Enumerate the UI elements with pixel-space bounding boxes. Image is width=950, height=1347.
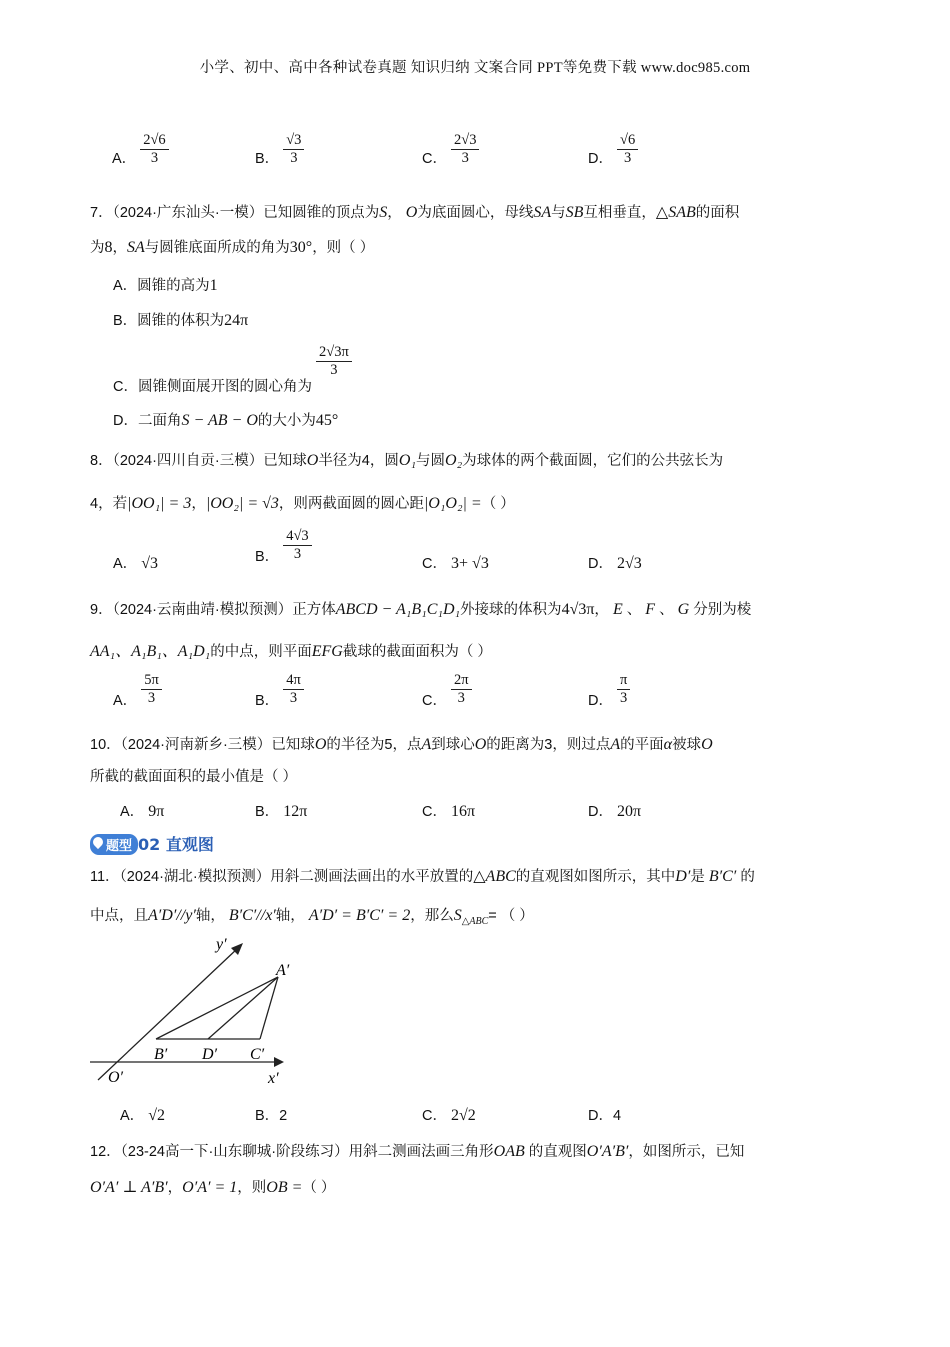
q12-line-2: O′A′ ⊥ A′B′，O′A′ = 1，则OB =（ ） — [90, 1179, 336, 1196]
segment-c-a — [260, 977, 278, 1039]
q8-b-fraction: $\frac{4√3}{3}$ — [283, 528, 311, 563]
q11-option-b[interactable]: B．2 — [255, 1108, 288, 1124]
q8-source: （2024·四川自贡·三模） — [112, 453, 264, 469]
q11-option-d[interactable]: D．4 — [588, 1108, 622, 1124]
q9-option-a[interactable]: A． $\frac{5\pi}{3}$ — [113, 672, 162, 707]
label-a: A′ — [276, 962, 290, 979]
q7-option-b[interactable]: B．圆锥的体积为24π — [113, 312, 249, 329]
label-b: B′ — [154, 1046, 168, 1063]
page-header: 小学、初中、高中各种试卷真题 知识归纳 文案合同 PPT等免费下载 www.doc985.com — [199, 60, 751, 76]
q6-b-fraction: $\frac{√3}{3}$ — [283, 132, 304, 167]
q11-option-a[interactable]: A． √2 — [120, 1107, 165, 1124]
q10-source: （2024·河南新乡·三模） — [120, 737, 272, 753]
section-header — [90, 832, 214, 855]
q11-line-2: 中点，且A′D′//y′轴， B′C′//x′轴， A′D′ = B′C′ = 2，那么$S_{\triangle ABC}=$ （ ） — [90, 907, 534, 927]
q8-option-a[interactable]: A． √3 — [113, 555, 158, 572]
q6-option-b[interactable]: B． $\frac{√3}{3}$ — [255, 132, 304, 167]
q10-option-a[interactable]: A． 9π — [120, 803, 165, 820]
q7-option-c[interactable]: C．圆锥侧面展开图的圆心角为 $\frac{2√3\pi}{3}$ — [113, 344, 352, 379]
section-title: 02 直观图 — [138, 835, 214, 854]
q7-option-d[interactable]: D．二面角S − AB − O的大小为45° — [113, 412, 339, 429]
label-x: x′ — [268, 1070, 279, 1087]
q7-c-fraction: $\frac{2√3\pi}{3}$ — [316, 344, 352, 379]
label-o: O′ — [108, 1069, 124, 1086]
q9-a-fraction: $\frac{5\pi}{3}$ — [141, 672, 162, 707]
q6-d-fraction: $\frac{√6}{3}$ — [617, 132, 638, 167]
q11-line-1: 11．（2024·湖北·模拟预测）用斜二测画法画出的水平放置的△ABC的直观图如图所示，其中D′是 B′C′ 的 — [90, 868, 755, 885]
q6-option-a[interactable]: A． $\frac{2√6}{3}$ — [112, 132, 169, 167]
q8-option-d[interactable]: D． 2√3 — [588, 555, 642, 572]
q12-source: （23-24高一下·山东聊城·阶段练习） — [120, 1144, 349, 1160]
q9-source: （2024·云南曲靖·模拟预测） — [112, 602, 293, 618]
q6-option-c[interactable]: C． $\frac{2√3}{3}$ — [422, 132, 479, 167]
q8-number: 8． — [90, 453, 113, 469]
q7-number: 7． — [90, 205, 113, 221]
q9-line-2: AA₁、A₁B₁、A₁D₁的中点，则平面EFG截球的截面面积为（ ） — [90, 643, 492, 660]
q8-line-1: 8．（2024·四川自贡·三模）已知球O半径为4，圆O₁与圆O₂为球体的两个截面圆，它们的公共弦长为 — [90, 452, 724, 469]
q10-option-d[interactable]: D． 20π — [588, 803, 642, 820]
pin-icon — [91, 835, 105, 849]
q8-line-2: 4，若|OO₁| = 3，|OO₂| = √3，则两截面圆的圆心距|O₁O₂| =（ ） — [90, 495, 515, 512]
q7-option-a[interactable]: A．圆锥的高为1 — [113, 277, 218, 294]
q7-line-1: 7．（2024·广东汕头·一模）已知圆锥的顶点为S， O为底面圆心，母线SA与SB互相垂直，△SAB的面积 — [90, 204, 740, 221]
label-c: C′ — [250, 1046, 265, 1063]
q8-option-c[interactable]: C． 3+ √3 — [422, 555, 489, 572]
q11-source: （2024·湖北·模拟预测） — [119, 869, 271, 885]
q10-option-c[interactable]: C． 16π — [422, 803, 476, 820]
x-axis-arrow — [274, 1057, 284, 1067]
q11-figure — [88, 935, 298, 1090]
q9-number: 9． — [90, 602, 113, 618]
label-y: y′ — [216, 936, 227, 953]
q9-line-1: 9．（2024·云南曲靖·模拟预测）正方体ABCD − A₁B₁C₁D₁外接球的体积为4√3π， E 、 F 、 G 分别为棱 — [90, 601, 752, 618]
q9-option-d[interactable]: D． $\frac{\pi}{3}$ — [588, 672, 630, 707]
q9-d-fraction: $\frac{\pi}{3}$ — [617, 672, 630, 707]
q10-option-b[interactable]: B． 12π — [255, 803, 308, 820]
q9-b-fraction: $\frac{4\pi}{3}$ — [283, 672, 304, 707]
q9-c-fraction: $\frac{2\pi}{3}$ — [451, 672, 472, 707]
section-badge: 题型 — [90, 834, 138, 855]
q12-line-1: 12．（23-24高一下·山东聊城·阶段练习）用斜二测画法画三角形OAB 的直观图O′A′B′，如图所示，已知 — [90, 1143, 745, 1160]
q10-line-1: 10．（2024·河南新乡·三模）已知球O的半径为5，点A到球心O的距离为3，则过点A的平面α被球O — [90, 736, 713, 753]
q9-option-c[interactable]: C． $\frac{2\pi}{3}$ — [422, 672, 472, 707]
q9-option-b[interactable]: B． $\frac{4\pi}{3}$ — [255, 672, 304, 707]
q11-number: 11． — [90, 869, 120, 885]
q10-number: 10． — [90, 737, 121, 753]
q8-option-b[interactable]: B． $\frac{4√3}{3}$ — [255, 528, 312, 563]
segment-d-a — [208, 977, 278, 1039]
q6-a-fraction: $\frac{2√6}{3}$ — [140, 132, 168, 167]
q10-line-2: 所截的截面面积的最小值是（ ） — [90, 769, 298, 785]
q12-number: 12． — [90, 1144, 121, 1160]
q6-option-d[interactable]: D． $\frac{√6}{3}$ — [588, 132, 638, 167]
label-d: D′ — [202, 1046, 218, 1063]
q6-c-fraction: $\frac{2√3}{3}$ — [451, 132, 479, 167]
q11-option-c[interactable]: C． 2√2 — [422, 1107, 476, 1124]
q7-source: （2024·广东汕头·一模） — [112, 205, 264, 221]
q7-line-2: 为8，SA与圆锥底面所成的角为30°，则（ ） — [90, 239, 375, 256]
